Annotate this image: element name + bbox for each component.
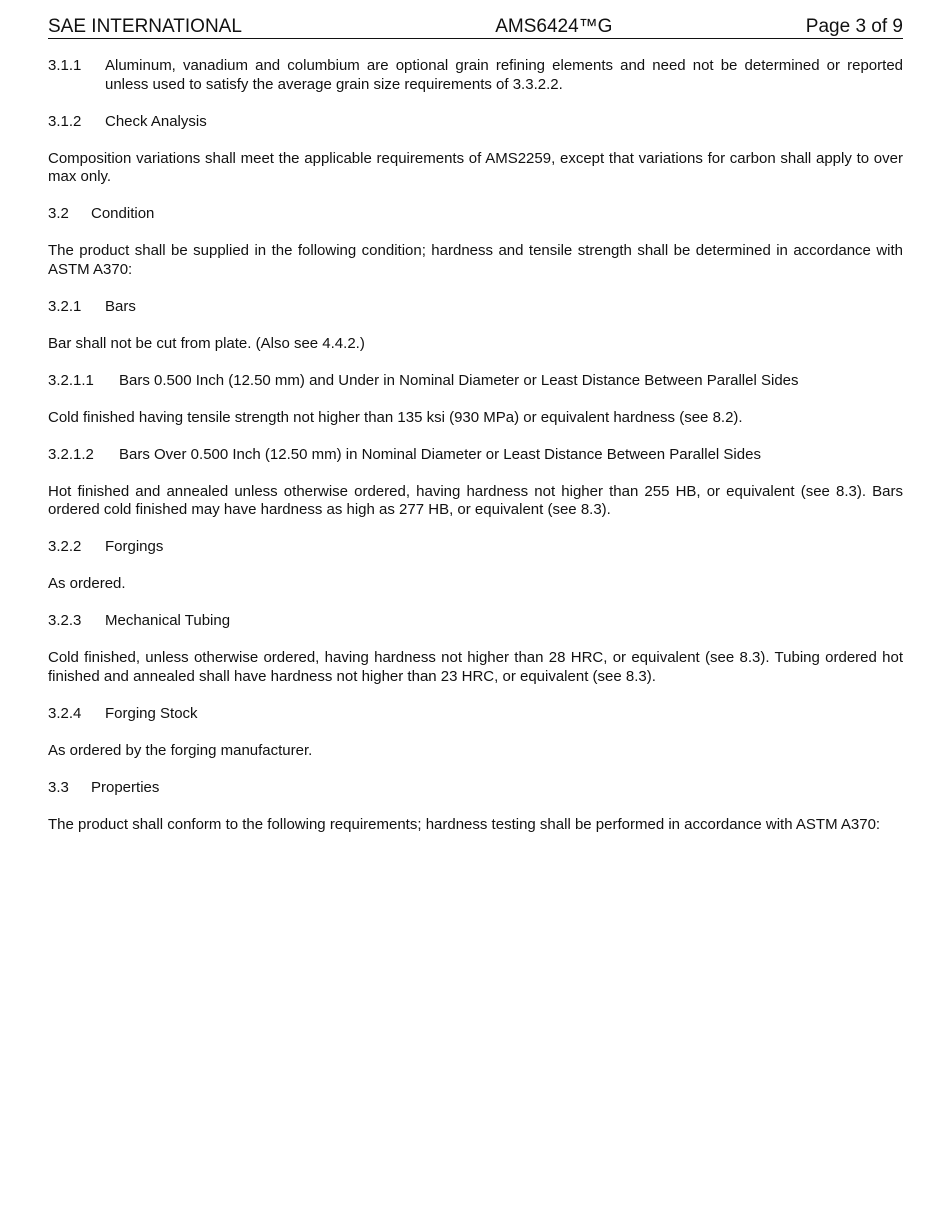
section-title: Bars Over 0.500 Inch (12.50 mm) in Nominal Diameter or Least Distance Between Parallel Sides: [119, 445, 761, 463]
section-3-3-heading: [48, 779, 903, 798]
section-3-2-1-1-heading: [48, 372, 903, 391]
header-organization: SAE INTERNATIONAL: [48, 16, 242, 37]
section-number: 3.2.4: [48, 704, 82, 722]
section-number: 3.2.1.2: [48, 445, 94, 463]
document-body: [48, 57, 903, 834]
section-3-2-2-body: As ordered.: [48, 575, 126, 592]
section-3-2-1-body: Bar shall not be cut from plate. (Also see 4.4.2.): [48, 334, 365, 352]
section-3-2-2-heading: [48, 538, 903, 557]
section-3-3-body: The product shall conform to the following requirements; hardness testing shall be performed in accordance with ASTM A370:: [48, 815, 881, 833]
section-3-2-4-heading: [48, 705, 903, 724]
section-3-2-1-heading: [48, 298, 903, 317]
section-3-1-1: [48, 57, 903, 94]
section-title: Condition: [91, 205, 155, 222]
section-3-2-4-body: As ordered by the forging manufacturer.: [48, 741, 313, 759]
section-3-2-1-1-body: Cold finished having tensile strength not higher than 135 ksi (930 MPa) or equivalent hardness (see 8.2).: [48, 408, 743, 426]
section-title: Forgings: [105, 538, 164, 555]
section-3-2-heading: [48, 205, 903, 224]
header-page-number: Page 3 of 9: [805, 16, 903, 37]
section-3-2-3-body: Cold finished, unless otherwise ordered, having hardness not higher than 28 HRC, or equivalent (see 8.3). Tubing ordered hot finished and annealed shall have hardness not higher than 23 HRC, or equivalent (see 8.3).: [48, 649, 903, 685]
section-title: Check Analysis: [105, 112, 207, 130]
section-3-1-2-body: Composition variations shall meet the applicable requirements of AMS2259, except that variations for carbon shall apply to over max only.: [48, 149, 903, 185]
section-number: 3.2: [48, 205, 69, 222]
section-3-1-2-heading: [48, 113, 903, 132]
section-title: Properties: [91, 778, 160, 796]
section-title: Forging Stock: [105, 704, 198, 722]
section-title: Mechanical Tubing: [105, 612, 231, 629]
section-title: Bars 0.500 Inch (12.50 mm) and Under in Nominal Diameter or Least Distance Between Parallel Sides: [119, 371, 799, 389]
section-number: 3.2.1.1: [48, 371, 94, 389]
header-document-id: AMS6424™G: [495, 16, 613, 37]
section-title: Bars: [105, 297, 136, 315]
section-3-2-3-heading: [48, 612, 903, 631]
section-number: 3.1.2: [48, 112, 82, 130]
page-header: [48, 16, 903, 39]
section-3-2-1-2-body: Hot finished and annealed unless otherwise ordered, having hardness not higher than 255 HB, or equivalent (see 8.3). Bars ordered cold finished may have hardness as high as 277 HB, or equivalent (see 8.3).: [48, 482, 903, 518]
section-number: 3.2.1: [48, 297, 82, 315]
section-3-2-body: The product shall be supplied in the following condition; hardness and tensile strength shall be determined in accordance with ASTM A370:: [48, 242, 903, 278]
section-number: 3.2.3: [48, 612, 82, 629]
section-number: 3.1.1: [48, 57, 82, 74]
section-number: 3.2.2: [48, 538, 82, 555]
section-text: Aluminum, vanadium and columbium are optional grain refining elements and need not be determined or reported unless used to satisfy the average grain size requirements of 3.3.2.2.: [105, 57, 903, 93]
section-3-2-1-2-heading: [48, 446, 903, 465]
section-number: 3.3: [48, 778, 69, 796]
